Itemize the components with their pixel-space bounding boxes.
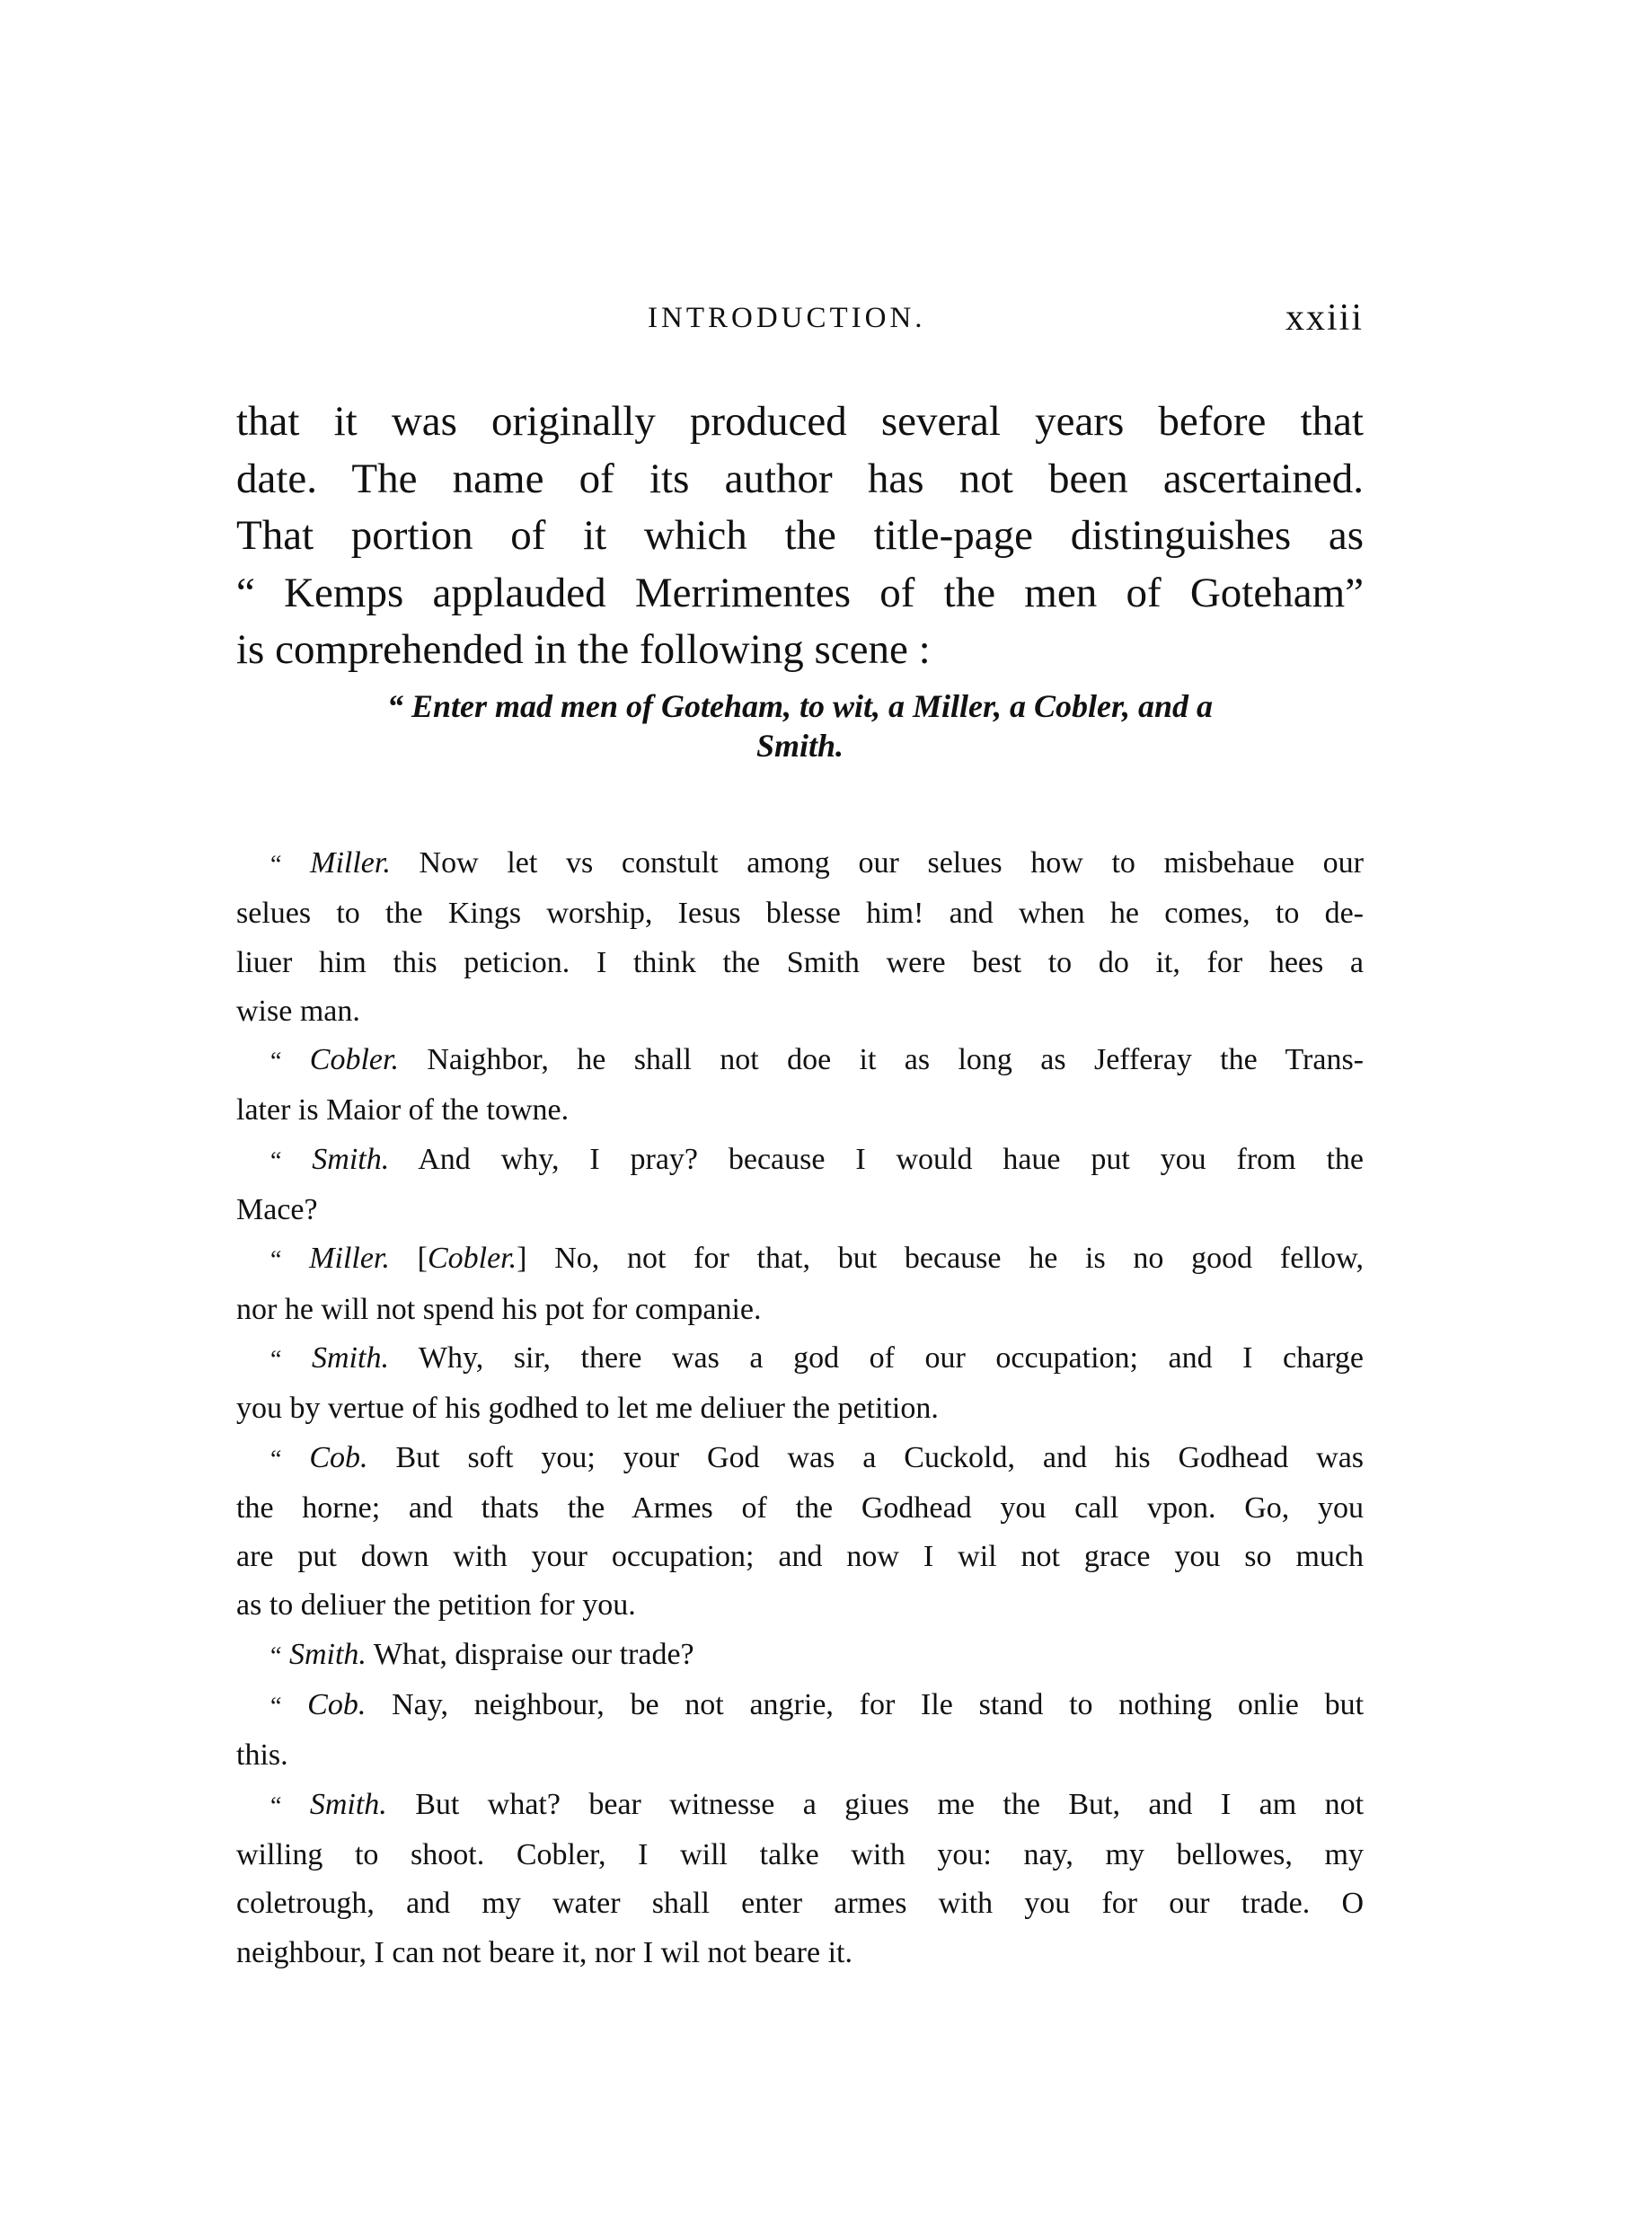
speech-line: [236, 1036, 1364, 1086]
quote-mark: “: [270, 1146, 282, 1175]
speech-paragraph: [236, 1434, 1364, 1631]
speech-paragraph: [236, 1036, 1364, 1136]
speaker-name: Miller.: [310, 846, 391, 880]
speech-line: neighbour, I can not beare it, nor I wil not beare it.: [236, 1935, 853, 1969]
quote-mark: “: [270, 1445, 282, 1473]
speech-line: are put down with your occupation; and now I wil not grace you so much: [236, 1540, 1364, 1574]
speaker-name: Smith.: [288, 1637, 367, 1671]
quote-mark: “: [270, 1693, 282, 1721]
speech-line: [236, 1631, 1364, 1681]
speech-text: But soft you; your God was a Cuckold, and his Godhead was: [395, 1440, 1365, 1474]
speech-line: nor he will not spend his pot for companie.: [236, 1292, 762, 1326]
quote-mark: “: [270, 1048, 282, 1076]
speech-line: [236, 1434, 1364, 1484]
speaker-name: Cob.: [307, 1688, 367, 1722]
speech-text: And why, I pray? because I would haue put you from the: [418, 1142, 1365, 1176]
speech-paragraph: [236, 1631, 1364, 1681]
speech-line: as to deliuer the petition for you.: [236, 1588, 636, 1623]
speech-line: [236, 839, 1364, 889]
body-paragraph: [236, 394, 1364, 679]
body-line: that it was originally produced several years before that: [236, 398, 1364, 445]
quote-mark: “: [270, 851, 282, 879]
speaker-name: Miller.: [309, 1242, 390, 1276]
speech-line: [236, 1136, 1364, 1186]
stage-direction: [236, 686, 1364, 765]
speech-text: No, not for that, but because he is no good fellow,: [554, 1242, 1365, 1276]
body-line: “ Kemps applauded Merrimentes of the men of Goteham”: [236, 569, 1364, 616]
speech-text: Now let vs constult among our selues how to misbehaue our: [419, 846, 1365, 880]
body-line: is comprehended in the following scene :: [236, 626, 931, 673]
speaker-name: Smith.: [312, 1340, 389, 1375]
speech-paragraph: [236, 1334, 1364, 1434]
speech-line: selues to the Kings worship, Iesus blesse him! and when he comes, to de-: [236, 897, 1364, 931]
stage-direction-line: “ Enter mad men of Goteham, to wit, a Miller, a Cobler, and a: [386, 688, 1214, 724]
speaker-name: Smith.: [312, 1142, 390, 1176]
quote-mark: “: [270, 1246, 282, 1275]
speech-line: [236, 1781, 1364, 1831]
page-number: xxiii: [1285, 297, 1364, 339]
running-title: INTRODUCTION.: [648, 302, 926, 334]
body-line: date. The name of its author has not been ascertained.: [236, 455, 1364, 502]
speech-line: you by vertue of his godhed to let me deliuer the petition.: [236, 1392, 939, 1426]
dialogue: [236, 839, 1364, 1977]
speech-paragraph: [236, 1681, 1364, 1781]
speech-paragraph: [236, 1136, 1364, 1235]
speech-line: [236, 1234, 1364, 1285]
speech-line: [236, 1334, 1364, 1384]
speaker-name: Smith.: [309, 1787, 387, 1821]
quote-mark: “: [270, 1641, 282, 1670]
speech-paragraph: [236, 839, 1364, 1036]
speech-text: Why, sir, there was a god of our occupation; and I charge: [418, 1340, 1365, 1375]
speech-text: Naighbor, he shall not doe it as long as Jefferay the Trans-: [427, 1043, 1364, 1077]
speech-line: coletrough, and my water shall enter armes with you for our trade. O: [236, 1887, 1364, 1921]
speech-line: this.: [236, 1738, 288, 1773]
speech-line: [236, 1681, 1364, 1731]
aside-speaker: Cobler.: [427, 1242, 517, 1276]
body-line: That portion of it which the title-page distinguishes as: [236, 512, 1364, 559]
running-header: [236, 297, 1364, 347]
speech-paragraph: [236, 1781, 1364, 1977]
speech-line: the horne; and thats the Armes of the Godhead you call vpon. Go, you: [236, 1490, 1364, 1525]
speech-line: wise man.: [236, 994, 360, 1028]
stage-aside: [Cobler.]: [417, 1242, 527, 1276]
speech-line: later is Maior of the towne.: [236, 1093, 570, 1128]
speech-paragraph: [236, 1234, 1364, 1334]
speech-text: Nay, neighbour, be not angrie, for Ile stand to nothing onlie but: [392, 1688, 1365, 1722]
speech-text: What, dispraise our trade?: [373, 1637, 694, 1671]
quote-mark: “: [270, 1791, 282, 1820]
stage-direction-line: Smith.: [755, 728, 844, 764]
quote-mark: “: [270, 1345, 282, 1374]
speech-line: Mace?: [236, 1193, 318, 1227]
speaker-name: Cobler.: [309, 1043, 399, 1077]
speech-line: willing to shoot. Cobler, I will talke with you: nay, my bellowes, my: [236, 1837, 1364, 1871]
speech-text: But what? bear witnesse a giues me the But, and I am not: [415, 1787, 1365, 1821]
speaker-name: Cob.: [309, 1440, 368, 1474]
speech-line: liuer him this peticion. I think the Smith were best to do it, for hees a: [236, 945, 1364, 979]
